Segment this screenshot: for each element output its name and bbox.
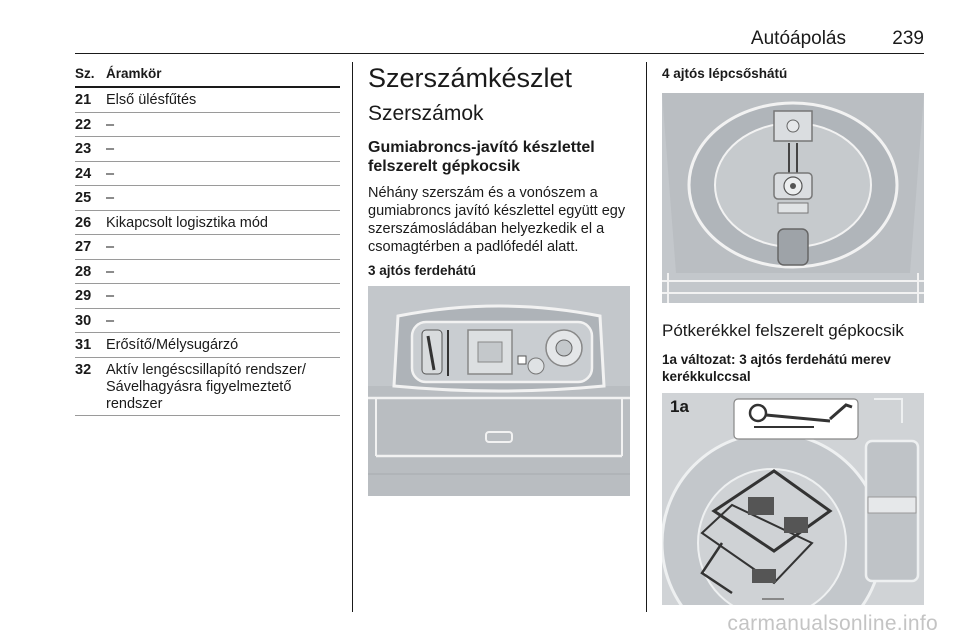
circuit-name: Aktív lengéscsillapító rendszer/ Sávelhagyásra figyelmeztető rendszer [106,361,306,412]
circuit-name: – [106,312,115,329]
circuit-name: – [106,239,115,255]
circuit-name: Első ülésfűtés [106,92,197,108]
fuse-number: 26 [75,214,92,231]
column-divider [646,62,647,612]
column-header-circuit: Áramkör [106,66,162,81]
fuse-number: 30 [75,312,92,329]
figure-label: 1a [670,397,689,416]
middle-column [368,62,634,496]
table-row [75,309,340,334]
circuit-name: – [106,116,115,133]
fuse-number: 31 [75,337,92,353]
table-row [75,211,340,236]
column-header-number: Sz. [75,66,95,81]
table-row [75,358,340,417]
hatchback-toolbox-illustration [368,286,630,496]
sedan-toolbox-illustration [662,93,924,303]
fuse-number: 32 [75,361,92,378]
circuit-name: – [106,190,115,206]
fuse-number: 23 [75,141,92,157]
fuse-number: 22 [75,116,92,133]
fuse-number: 24 [75,165,92,182]
table-row [75,137,340,162]
body-paragraph: Néhány szerszám és a vonószem a gumiabroncs javító készlettel együtt egy szerszámosládában helyezkedik el a csomagtérben a padlófedél alatt. [368,185,626,255]
table-row [75,113,340,138]
subsection-heading: Szerszámok [368,102,484,125]
running-header [75,28,924,54]
fuse-number: 29 [75,288,92,304]
fuse-table [75,66,340,416]
table-row [75,235,340,260]
table-row [75,260,340,285]
page-number: 239 [892,28,924,49]
figure-caption: 1a változat: 3 ajtós ferdehátú merev kerékkulccsal [662,352,891,384]
fuse-number: 25 [75,190,92,206]
circuit-name: – [106,141,115,157]
table-row [75,88,340,113]
circuit-name: Kikapcsolt logisztika mód [106,214,268,231]
figure-caption: 4 ajtós lépcsőshátú [662,66,788,81]
figure-caption: 3 ajtós ferdehátú [368,263,477,278]
topic-heading: Pótkerékkel felszerelt gépkocsik [662,321,904,340]
column-divider [352,62,353,612]
table-row [75,333,340,358]
watermark: carmanualsonline.info [727,612,938,635]
circuit-name: Erősítő/Mélysugárzó [106,337,239,353]
fuse-number: 28 [75,263,92,280]
table-row [75,284,340,309]
topic-heading: Gumiabroncs-javító készlettel felszerelt gépkocsik [368,139,595,175]
circuit-name: – [106,288,115,304]
right-column [662,66,924,605]
section-title: Autóápolás [750,28,846,49]
table-header [75,66,340,88]
circuit-name: – [106,263,115,280]
spare-wheel-illustration [662,393,924,605]
fuse-number: 27 [75,239,92,255]
section-heading: Szerszámkészlet [368,63,573,93]
table-row [75,186,340,211]
fuse-number: 21 [75,92,92,108]
circuit-name: – [106,165,115,182]
table-row [75,162,340,187]
table-body [75,88,340,416]
